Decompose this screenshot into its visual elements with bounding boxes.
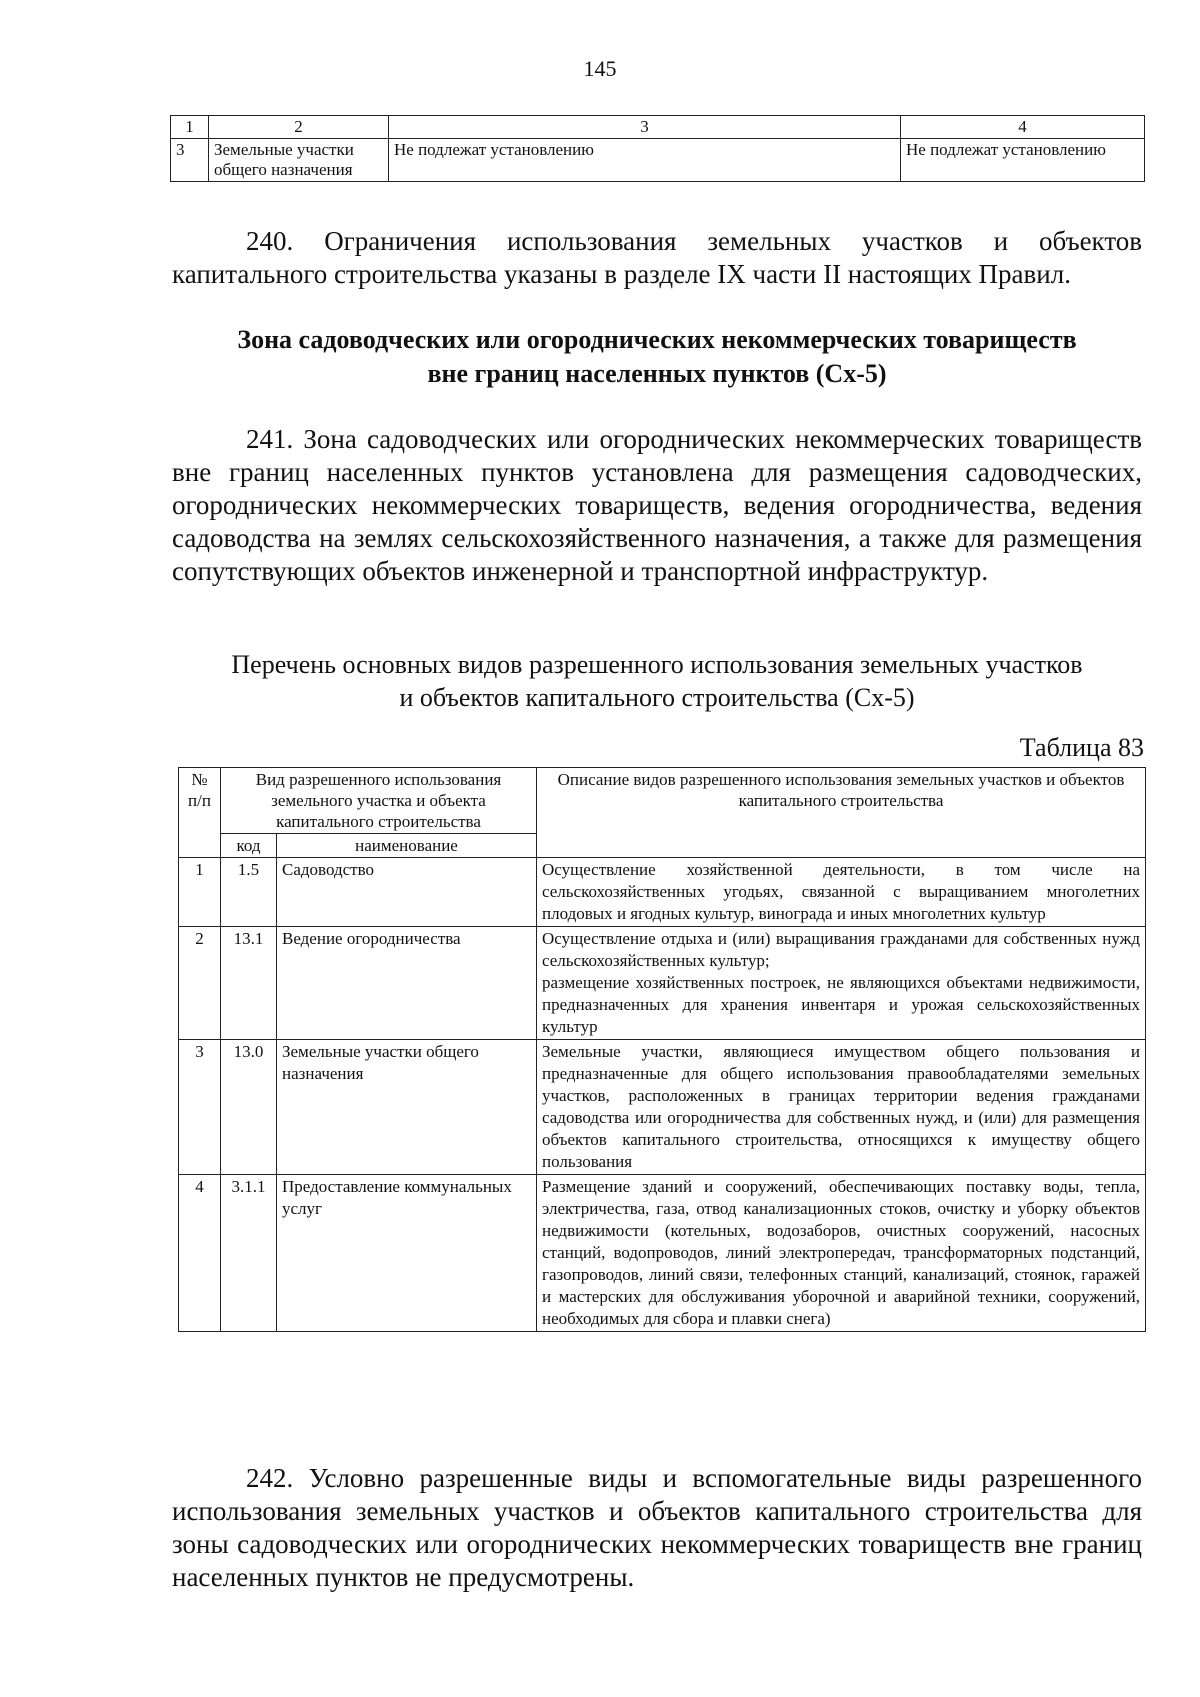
paragraph-number: 241. [246,424,294,454]
list-title [172,648,1142,714]
description-part: Осуществление отдыха и (или) выращивания гражданами для собственных нужд сельскохозяйственных культур; [542,929,1140,970]
table-header-row [171,116,1145,139]
row-name: Ведение огородничества [277,927,537,1040]
header-name: наименование [277,834,537,858]
row-description: Размещение зданий и сооружений, обеспечивающих поставку воды, тепла, электричества, газа, отвод канализационных стоков, очистку и уборку объектов недвижимости (котельных, водозаборов, очистных сооружений, насосных станций, водопроводов, линий электропередач, трансформаторных подстанций, газопроводов, линий связи, телефонных станций, канализаций, стоянок, гаражей и мастерских для обслуживания уборочной и аварийной техники, сооружений, необходимых для сбора и плавки снега) [537,1175,1146,1332]
row-code: 13.1 [221,927,277,1040]
column-number: 1 [171,116,209,139]
header-description: Описание видов разрешенного использования земельных участков и объектов капитального строительства [537,768,1146,858]
row-name: Предоставление коммунальных услуг [277,1175,537,1332]
row-number: 2 [179,927,221,1040]
row-name: Садоводство [277,858,537,927]
description-part: размещение хозяйственных построек, не являющихся объектами недвижимости, предназначенных для хранения инвентаря и урожая сельскохозяйственных культур [542,973,1140,1036]
table-row [179,858,1146,927]
zone-heading-line: вне границ населенных пунктов (Сх-5) [427,359,887,388]
table-row [179,1040,1146,1175]
table-header-row [179,768,1146,834]
list-title-line: Перечень основных видов разрешенного использования земельных участков [231,650,1083,679]
paragraph-text: Зона садоводческих или огороднических некоммерческих товариществ вне границ населенных пунктов установлена для размещения садоводческих, огороднических некоммерческих товариществ, ведения огородничества, ведения садоводства на землях сельскохозяйственного назначения, а также для размещения сопутствующих объектов инженерной и транспортной инфраструктур. [172,424,1142,586]
zone-heading-line: Зона садоводческих или огороднических некоммерческих товариществ [237,325,1077,354]
row-col3: Не подлежат установлению [389,139,901,182]
header-number: № п/п [179,768,221,858]
zone-heading [172,323,1142,391]
paragraph-number: 242. [246,1463,294,1493]
row-code: 13.0 [221,1040,277,1175]
table-row [179,927,1146,1040]
paragraph-text: Условно разрешенные виды и вспомогательные виды разрешенного использования земельных участков и объектов капитального строительства для зоны садоводческих или огороднических некоммерческих товариществ вне границ населенных пунктов не предусмотрены. [172,1463,1142,1592]
header-code: код [221,834,277,858]
row-name: Земельные участки общего назначения [277,1040,537,1175]
permitted-uses-table [178,767,1146,1332]
paragraph-241 [172,423,1142,588]
paragraph-text: Ограничения использования земельных участков и объектов капитального строительства указаны в разделе IX части II настоящих Правил. [172,226,1143,289]
column-number: 2 [209,116,389,139]
row-description: Земельные участки, являющиеся имуществом общего пользования и предназначенные для общего использования правообладателями земельных участков, расположенных в границах территории ведения гражданами садоводства или огородничества для собственных нужд, и (или) для размещения объектов капитального строительства, относящихся к имуществу общего пользования [537,1040,1146,1175]
row-col4: Не подлежат установлению [901,139,1145,182]
continuation-table [170,115,1145,182]
row-code: 3.1.1 [221,1175,277,1332]
list-title-line: и объектов капитального строительства (Сх-5) [399,683,915,712]
paragraph-240 [172,225,1142,291]
table-row [171,139,1145,182]
row-number: 4 [179,1175,221,1332]
column-number: 4 [901,116,1145,139]
row-description: Осуществление хозяйственной деятельности, в том числе на сельскохозяйственных угодьях, связанной с выращиванием многолетних плодовых и ягодных культур, винограда и иных многолетних культур [537,858,1146,927]
row-number: 1 [179,858,221,927]
row-code: 1.5 [221,858,277,927]
table-label: Таблица 83 [1019,733,1144,762]
header-use-type: Вид разрешенного использования земельного участка и объекта капитального строительства [221,768,537,834]
paragraph-number: 240. [246,226,294,256]
column-number: 3 [389,116,901,139]
row-type: Земельные участки общего назначения [209,139,389,182]
table-row [179,1175,1146,1332]
paragraph-242 [172,1462,1142,1594]
page-number: 145 [583,56,617,81]
row-number: 3 [179,1040,221,1175]
row-description [537,927,1146,1040]
row-number: 3 [171,139,209,182]
